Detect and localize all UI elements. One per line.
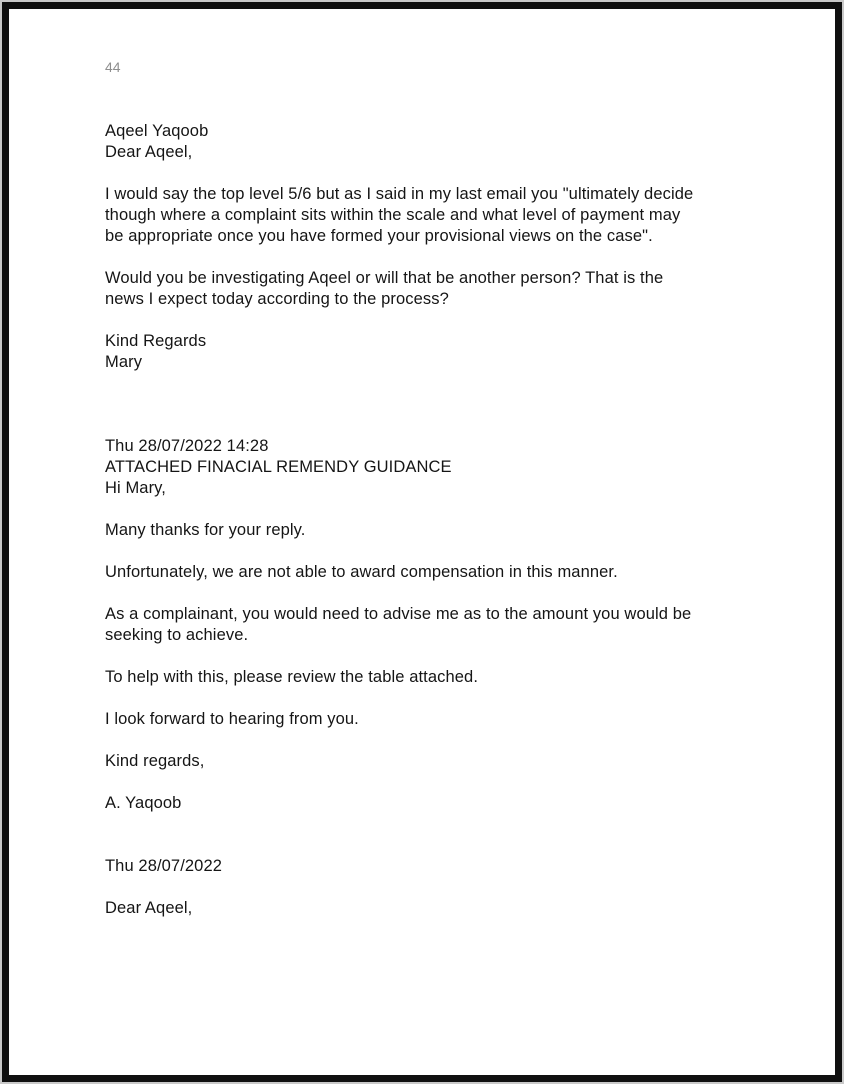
paragraph bbox=[105, 268, 735, 310]
paragraph bbox=[105, 121, 735, 163]
text-line: Thu 28/07/2022 bbox=[105, 857, 222, 875]
text-line: ATTACHED FINACIAL REMENDY GUIDANCE bbox=[105, 458, 452, 476]
paragraph bbox=[105, 331, 735, 373]
document-page bbox=[9, 9, 835, 1075]
text-line: Many thanks for your reply. bbox=[105, 521, 306, 539]
text-line: Hi Mary, bbox=[105, 479, 166, 497]
text-line: Would you be investigating Aqeel or will that be another person? That is the bbox=[105, 269, 664, 287]
paragraph bbox=[105, 856, 735, 877]
paragraph bbox=[105, 751, 735, 772]
text-line: As a complainant, you would need to advise me as to the amount you would be bbox=[105, 605, 692, 623]
paragraph bbox=[105, 436, 735, 499]
text-line: though where a complaint sits within the scale and what level of payment may bbox=[105, 206, 681, 224]
text-line: Unfortunately, we are not able to award compensation in this manner. bbox=[105, 563, 618, 581]
text-line: Mary bbox=[105, 353, 143, 371]
paragraph bbox=[105, 793, 735, 814]
text-line: I look forward to hearing from you. bbox=[105, 710, 359, 728]
text-line: A. Yaqoob bbox=[105, 794, 182, 812]
text-line: Dear Aqeel, bbox=[105, 899, 193, 917]
document-body bbox=[105, 121, 735, 919]
text-line: be appropriate once you have formed your provisional views on the case". bbox=[105, 227, 653, 245]
text-line: news I expect today according to the process? bbox=[105, 290, 449, 308]
text-line: Thu 28/07/2022 14:28 bbox=[105, 437, 269, 455]
paragraph bbox=[105, 184, 735, 247]
paragraph bbox=[105, 520, 735, 541]
text-line: Kind Regards bbox=[105, 332, 207, 350]
text-line: Kind regards, bbox=[105, 752, 205, 770]
text-line: Aqeel Yaqoob bbox=[105, 122, 209, 140]
text-line: I would say the top level 5/6 but as I said in my last email you "ultimately decide bbox=[105, 185, 694, 203]
text-line: Dear Aqeel, bbox=[105, 143, 193, 161]
paragraph bbox=[105, 667, 735, 688]
text-line: To help with this, please review the table attached. bbox=[105, 668, 479, 686]
paragraph bbox=[105, 898, 735, 919]
paragraph bbox=[105, 709, 735, 730]
page-number: 44 bbox=[105, 59, 121, 75]
text-line: seeking to achieve. bbox=[105, 626, 249, 644]
paragraph bbox=[105, 562, 735, 583]
paragraph bbox=[105, 604, 735, 646]
